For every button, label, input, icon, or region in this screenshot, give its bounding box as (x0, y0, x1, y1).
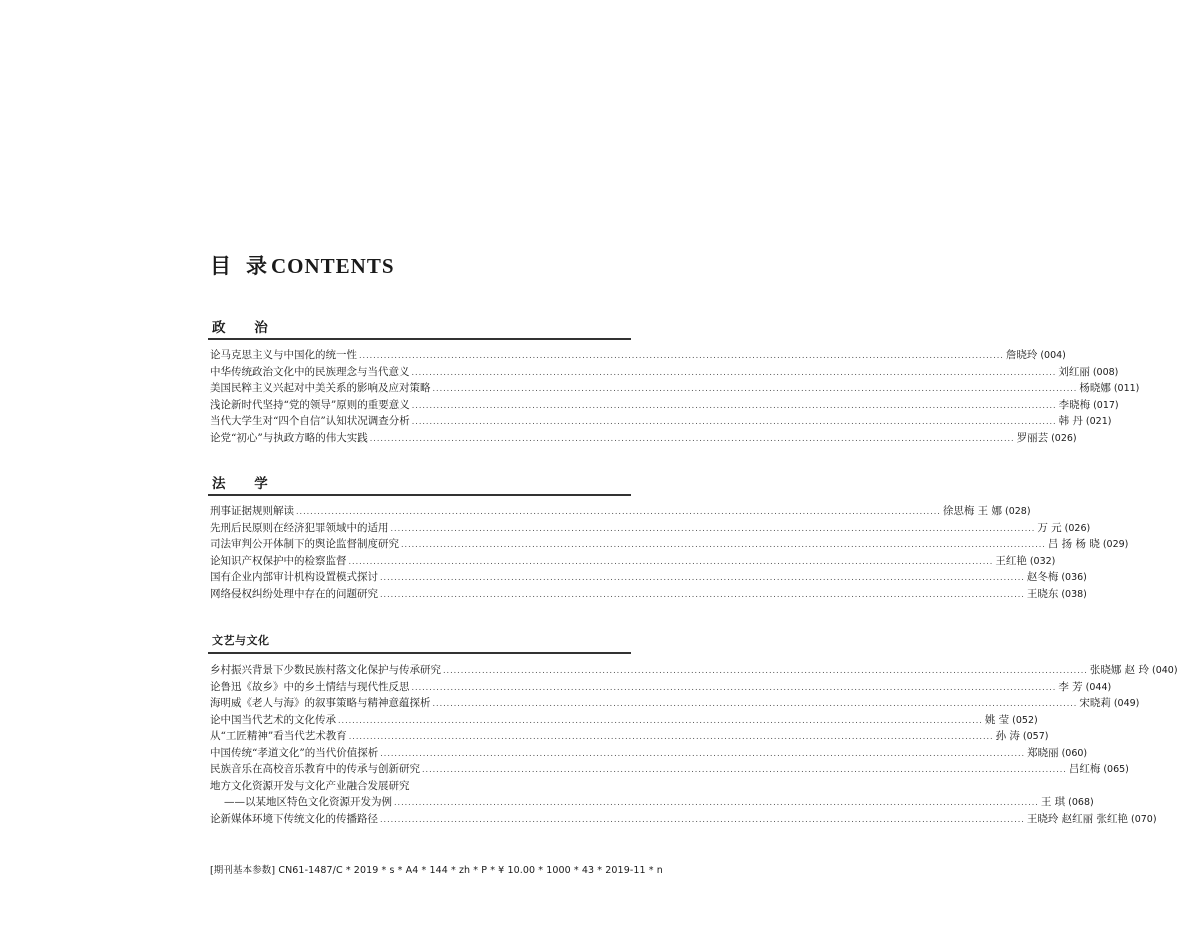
toc-heading-en: CONTENTS (271, 254, 395, 278)
toc-entry-page: (065) (1103, 764, 1129, 775)
toc-entry-title: 司法审判公开体制下的舆论监督制度研究 (210, 538, 399, 550)
toc-entry-title: 论马克思主义与中国化的统一性 (210, 349, 357, 361)
toc-heading (210, 250, 395, 280)
toc-entry-title: 国有企业内部审计机构设置模式探讨 (210, 571, 378, 583)
toc-entry[interactable] (210, 430, 1077, 447)
toc-entry[interactable] (210, 536, 1129, 553)
toc-entry-page: (057) (1022, 731, 1049, 742)
toc-entry-author: 赵冬梅 (1026, 571, 1059, 583)
toc-entry[interactable] (210, 712, 1038, 729)
toc-entry-page: (029) (1102, 539, 1129, 550)
toc-entry-author: 王红艳 (995, 554, 1027, 567)
toc-entry-page: (026) (1051, 432, 1077, 444)
leader-dots (422, 762, 1067, 779)
toc-entry[interactable] (210, 397, 1119, 414)
leader-dots (412, 365, 1057, 382)
toc-entry-title: 浅论新时代坚持“党的领导”原则的重要意义 (210, 398, 410, 411)
journal-parameters (210, 862, 663, 876)
toc-entry-title: 先刑后民原则在经济犯罪领域中的适用 (210, 521, 389, 534)
leader-dots (380, 746, 1025, 763)
toc-entry-author: 王 琪 (1040, 796, 1066, 808)
toc-entry[interactable] (210, 662, 1178, 679)
toc-entry[interactable] (210, 695, 1140, 712)
toc-entry[interactable] (210, 569, 1087, 586)
toc-entry[interactable] (210, 761, 1129, 778)
toc-entry-author: 韩 丹 (1058, 415, 1083, 427)
toc-entry[interactable] (210, 413, 1112, 430)
toc-entry-author: 杨晓娜 (1079, 382, 1111, 394)
toc-entry-page: (040) (1152, 665, 1178, 676)
toc-entry[interactable] (210, 553, 1056, 570)
toc-entry-title: 地方文化资源开发与文化产业融合发展研究 (210, 779, 410, 792)
toc-entry[interactable] (210, 811, 1157, 828)
toc-entry-title: 网络侵权纠纷处理中存在的问题研究 (210, 587, 378, 600)
toc-list-politics (210, 347, 1140, 446)
toc-entry[interactable] (210, 728, 1049, 745)
toc-entry[interactable] (210, 364, 1119, 381)
toc-entry-author: 李 芳 (1058, 680, 1083, 693)
toc-entry-page: (028) (1005, 506, 1031, 517)
toc-list-culture (210, 662, 1178, 827)
toc-entry-title: 论中国当代艺术的文化传承 (210, 713, 336, 726)
leader-dots (370, 431, 1015, 448)
leader-dots (338, 713, 983, 730)
toc-entry-author: 徐思梅 王 娜 (942, 505, 1003, 517)
leader-dots (401, 537, 1046, 554)
toc-entry-author: 詹晓玲 (1005, 349, 1038, 361)
toc-entry-page: (026) (1064, 522, 1091, 534)
toc-entry-title: 美国民粹主义兴起对中美关系的影响及应对策略 (210, 382, 431, 394)
leader-dots (443, 663, 1088, 680)
leader-dots (391, 521, 1036, 538)
section-title-culture: 文艺与文化 (212, 634, 270, 647)
toc-entry-page: (036) (1061, 572, 1087, 583)
toc-entry-title: 中华传统政治文化中的民族理念与当代意义 (210, 365, 410, 378)
toc-entry-title: 民族音乐在高校音乐教育中的传承与创新研究 (210, 763, 420, 775)
toc-entry-author: 罗丽芸 (1016, 431, 1049, 444)
toc-entry-page: (060) (1061, 747, 1088, 759)
toc-entry[interactable] (210, 380, 1140, 397)
toc-entry[interactable] (210, 520, 1091, 537)
toc-entry-author: 吕红梅 (1068, 763, 1101, 775)
toc-entry-title: 论党“初心”与执政方略的伟大实践 (210, 431, 368, 444)
toc-entry-title: 论知识产权保护中的检察监督 (210, 554, 347, 567)
toc-entry-title: 海明威《老人与海》的叙事策略与精神意蕴探析 (210, 697, 431, 709)
toc-entry-page: (011) (1113, 383, 1140, 394)
toc-entry[interactable] (210, 347, 1066, 364)
toc-entry-page: (044) (1085, 681, 1112, 693)
toc-entry[interactable] (210, 794, 1094, 811)
toc-entry[interactable] (210, 778, 631, 795)
toc-entry-page: (008) (1092, 366, 1119, 378)
section-title-politics: 政 治 (212, 320, 280, 336)
section-title-law: 法 学 (212, 476, 280, 492)
leader-dots (296, 504, 941, 521)
toc-entry-author: 王晓东 (1026, 587, 1059, 600)
leader-dots (380, 812, 1025, 829)
toc-entry-title: 从“工匠精神”看当代艺术教育 (210, 730, 347, 742)
toc-entry-page: (068) (1068, 797, 1094, 808)
toc-entry-page: (004) (1040, 350, 1066, 361)
leader-dots (349, 554, 994, 571)
toc-entry-author: 李晓梅 (1058, 398, 1091, 411)
toc-entry-page: (052) (1012, 714, 1038, 726)
toc-entry-author: 郑晓丽 (1027, 746, 1059, 759)
toc-list-law (210, 503, 1129, 602)
leader-dots (433, 381, 1078, 398)
section-divider (208, 652, 631, 654)
toc-entry[interactable] (210, 679, 1112, 696)
toc-entry-page: (038) (1061, 588, 1087, 600)
toc-entry-author: 万 元 (1037, 521, 1062, 534)
leader-dots (412, 680, 1057, 697)
toc-heading-cn-1: 目 (210, 253, 232, 278)
toc-entry-author: 张晓娜 赵 玲 (1089, 664, 1150, 676)
toc-entry[interactable] (210, 586, 1087, 603)
toc-entry[interactable] (210, 503, 1031, 520)
toc-entry-author: 孙 涛 (995, 730, 1020, 742)
section-divider (208, 338, 631, 340)
section-divider (208, 494, 631, 496)
toc-entry-title: 论新媒体环境下传统文化的传播路径 (210, 812, 378, 825)
toc-entry-title: 乡村振兴背景下少数民族村落文化保护与传承研究 (210, 664, 441, 676)
leader-dots (412, 398, 1057, 415)
toc-entry[interactable] (210, 745, 1088, 762)
toc-entry-title: 刑事证据规则解读 (210, 505, 294, 517)
journal-parameters-text: CN61-1487/C * 2019 * s * A4 * 144 * zh * P * ¥ 10.00 * 1000 * 43 * 2019-11 * n (278, 865, 663, 876)
toc-entry-title: ——以某地区特色文化资源开发为例 (224, 796, 392, 808)
toc-entry-author: 刘红丽 (1058, 365, 1090, 378)
leader-dots (380, 570, 1025, 587)
toc-entry-title: 当代大学生对“四个自信”认知状况调查分析 (210, 415, 410, 427)
leader-dots (433, 696, 1078, 713)
leader-dots (380, 587, 1025, 604)
toc-entry-author: 宋晓莉 (1079, 697, 1111, 709)
toc-entry-page: (070) (1131, 813, 1157, 825)
toc-heading-cn-2: 录 (246, 253, 268, 278)
leader-dots (349, 729, 994, 746)
journal-parameters-label: [期刊基本参数] (210, 865, 276, 876)
toc-entry-author: 王晓玲 赵红丽 张红艳 (1026, 812, 1129, 825)
leader-dots (394, 795, 1039, 812)
leader-dots (412, 414, 1057, 431)
toc-entry-page: (017) (1093, 399, 1119, 411)
toc-entry-page: (049) (1113, 698, 1140, 709)
toc-entry-page: (032) (1029, 555, 1056, 567)
toc-entry-page: (021) (1085, 416, 1112, 427)
toc-entry-title: 论鲁迅《故乡》中的乡土情结与现代性反思 (210, 680, 410, 693)
toc-entry-title: 中国传统“孝道文化”的当代价值探析 (210, 746, 379, 759)
toc-entry-author: 姚 莹 (984, 713, 1010, 726)
leader-dots (359, 348, 1004, 365)
toc-entry-author: 吕 扬 杨 晓 (1047, 538, 1100, 550)
